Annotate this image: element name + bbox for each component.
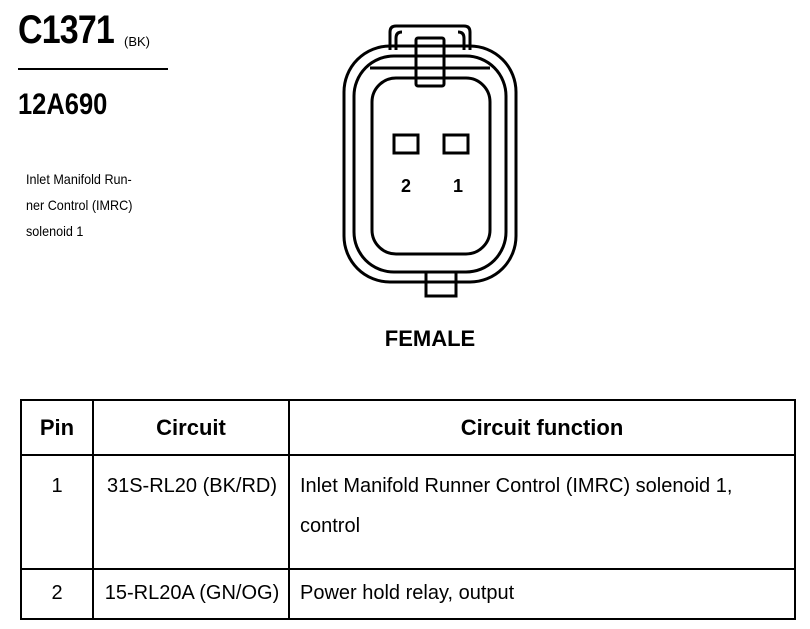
table-header-row bbox=[21, 400, 795, 455]
part-number: 12A690 bbox=[18, 88, 108, 121]
connector-id: C1371 bbox=[18, 8, 114, 52]
cell-function: Inlet Manifold Runner Control (IMRC) solenoid 1, control bbox=[289, 455, 795, 569]
cell-pin: 1 bbox=[21, 455, 93, 569]
connector-description bbox=[26, 166, 161, 244]
cell-circuit: 15-RL20A (GN/OG) bbox=[93, 569, 289, 619]
header-pin: Pin bbox=[21, 400, 93, 455]
cell-circuit: 31S-RL20 (BK/RD) bbox=[93, 455, 289, 569]
cell-function: Power hold relay, output bbox=[289, 569, 795, 619]
header-circuit-function: Circuit function bbox=[289, 400, 795, 455]
description-line: ner Control (IMRC) bbox=[26, 197, 133, 213]
header-circuit: Circuit bbox=[93, 400, 289, 455]
connector-key bbox=[426, 272, 456, 296]
pin-cavity-1 bbox=[444, 135, 468, 153]
table-row bbox=[21, 569, 795, 619]
connector-color-code: (BK) bbox=[124, 34, 150, 49]
pinout-table bbox=[20, 399, 796, 620]
pin-label-2: 2 bbox=[400, 176, 412, 196]
pin-label-1: 1 bbox=[452, 176, 464, 196]
title-underline bbox=[18, 68, 168, 70]
connector-gender-label: FEMALE bbox=[384, 326, 476, 351]
pin-cavity-2 bbox=[394, 135, 418, 153]
connector-insert bbox=[372, 78, 490, 254]
table-row bbox=[21, 455, 795, 569]
description-line: Inlet Manifold Run- bbox=[26, 171, 132, 187]
connector-face-diagram bbox=[330, 20, 530, 302]
description-line: solenoid 1 bbox=[26, 223, 84, 239]
cell-pin: 2 bbox=[21, 569, 93, 619]
